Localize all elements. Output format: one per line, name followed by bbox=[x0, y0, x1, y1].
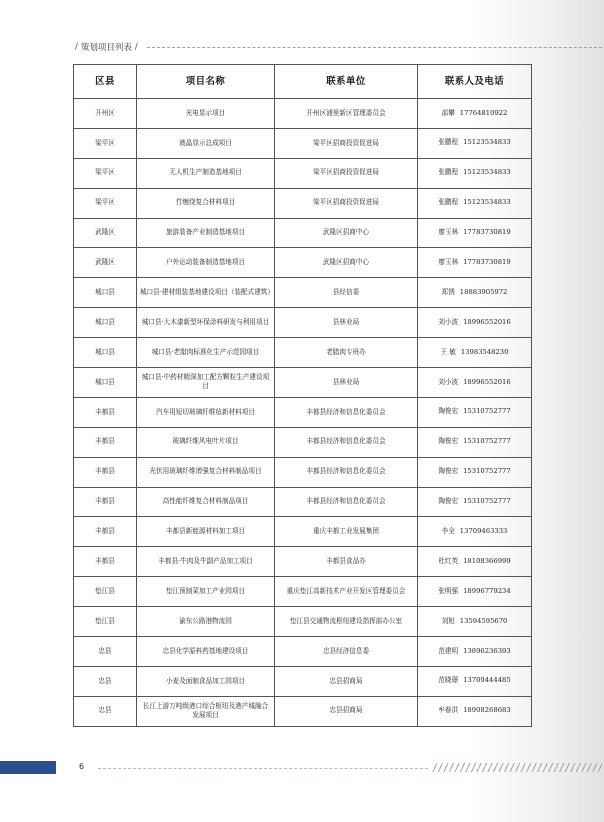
contact-name: 张鹏程 bbox=[438, 138, 459, 147]
cell-contact bbox=[418, 577, 532, 607]
cell-contact bbox=[418, 487, 532, 517]
contact-name: 王 敏 bbox=[440, 347, 456, 356]
footer-dashed-rule bbox=[98, 768, 428, 769]
contact-name: 刘小波 bbox=[438, 377, 459, 386]
cell-district: 梁平区 bbox=[74, 128, 137, 158]
contact-name: 陶俊宏 bbox=[438, 497, 459, 506]
cell-district: 城口县 bbox=[74, 308, 137, 338]
contact-phone: 18996552016 bbox=[463, 377, 511, 386]
cell-contact bbox=[418, 517, 532, 547]
table-row bbox=[74, 427, 532, 457]
cell-unit: 梁平区招商投资促进局 bbox=[275, 128, 418, 158]
cell-project: 城口县·中药材精深加工配方颗粒生产建设项目 bbox=[137, 368, 275, 398]
contact-phone: 13594595670 bbox=[459, 616, 508, 625]
cell-unit: 垫江县交通物流枢纽建设指挥部办公室 bbox=[275, 607, 418, 637]
cell-project: 竹缠绕复合材料项目 bbox=[137, 188, 275, 218]
contact-phone: 13709444485 bbox=[463, 676, 511, 685]
cell-project: 长江上游万吨级港口综合枢纽及港产城融合发展项目 bbox=[137, 696, 275, 726]
cell-unit: 梁平区招商投资促进局 bbox=[275, 158, 418, 188]
cell-unit: 丰都县经济和信息化委员会 bbox=[275, 457, 418, 487]
cell-contact bbox=[418, 188, 532, 218]
contact-phone: 15310752777 bbox=[463, 437, 511, 446]
contact-phone: 17783730819 bbox=[463, 228, 511, 237]
table-row bbox=[74, 338, 532, 368]
contact-name: 陶俊宏 bbox=[438, 437, 459, 446]
footer-color-bar bbox=[0, 761, 56, 774]
project-table bbox=[73, 64, 532, 727]
column-header-project: 项目名称 bbox=[137, 65, 275, 99]
cell-project: 丰都县·牛肉及牛副产品加工项目 bbox=[137, 547, 275, 577]
cell-project: 旅游装备产业制造基地项目 bbox=[137, 218, 275, 248]
contact-phone: 15123534833 bbox=[463, 198, 511, 207]
cell-contact bbox=[418, 308, 532, 338]
contact-name: 廖玉林 bbox=[438, 228, 459, 237]
cell-unit: 县林业局 bbox=[275, 308, 418, 338]
table-row bbox=[74, 517, 532, 547]
cell-contact bbox=[418, 696, 532, 726]
cell-district: 城口县 bbox=[74, 338, 137, 368]
cell-project: 户外运动装备制造基地项目 bbox=[137, 248, 275, 278]
contact-phone: 18996779234 bbox=[463, 586, 511, 595]
cell-project: 垫江预制菜加工产业园项目 bbox=[137, 577, 275, 607]
table-row bbox=[74, 696, 532, 726]
contact-phone: 15310752777 bbox=[463, 407, 511, 416]
cell-unit: 开州区浦里新区管理委员会 bbox=[275, 99, 418, 129]
contact-phone: 13709463333 bbox=[459, 526, 508, 535]
cell-unit: 丰都县经济和信息化委员会 bbox=[275, 427, 418, 457]
cell-contact bbox=[418, 637, 532, 667]
cell-district: 丰都县 bbox=[74, 397, 137, 427]
table-row bbox=[74, 666, 532, 696]
cell-contact bbox=[418, 666, 532, 696]
table-row bbox=[74, 457, 532, 487]
cell-project: 光伏用玻璃纤维增强复合材料制品项目 bbox=[137, 457, 275, 487]
cell-contact bbox=[418, 368, 532, 398]
cell-project: 忠县化学原料药基地建设项目 bbox=[137, 637, 275, 667]
cell-unit: 丰都县经济和信息化委员会 bbox=[275, 397, 418, 427]
contact-name: 陶俊宏 bbox=[438, 407, 459, 416]
cell-unit: 丰都县食品办 bbox=[275, 547, 418, 577]
page-number: 6 bbox=[79, 762, 85, 771]
cell-district: 丰都县 bbox=[74, 487, 137, 517]
cell-district: 垫江县 bbox=[74, 577, 137, 607]
contact-name: 张鹏程 bbox=[438, 198, 459, 207]
cell-unit: 县经信委 bbox=[275, 278, 418, 308]
contact-phone: 15123534833 bbox=[463, 138, 511, 147]
cell-unit: 忠县招商局 bbox=[275, 696, 418, 726]
cell-district: 丰都县 bbox=[74, 427, 137, 457]
cell-unit: 忠县经济信息委 bbox=[275, 637, 418, 667]
contact-phone: 13983548230 bbox=[460, 347, 509, 356]
contact-name: 廖玉林 bbox=[438, 257, 459, 266]
contact-phone: 15123534833 bbox=[463, 168, 511, 177]
contact-phone: 18996552016 bbox=[463, 317, 511, 326]
cell-district: 丰都县 bbox=[74, 547, 137, 577]
table-row bbox=[74, 487, 532, 517]
table-row bbox=[74, 188, 532, 218]
cell-unit: 县林业局 bbox=[275, 368, 418, 398]
cell-district: 开州区 bbox=[74, 99, 137, 129]
cell-unit: 老腊肉专班办 bbox=[275, 338, 418, 368]
cell-unit: 丰都县经济和信息化委员会 bbox=[275, 487, 418, 517]
cell-district: 忠县 bbox=[74, 666, 137, 696]
cell-district: 武隆区 bbox=[74, 218, 137, 248]
cell-contact bbox=[418, 547, 532, 577]
cell-contact bbox=[418, 397, 532, 427]
cell-contact bbox=[418, 99, 532, 129]
cell-district: 垫江县 bbox=[74, 607, 137, 637]
contact-name: 陶俊宏 bbox=[438, 467, 459, 476]
contact-name: 牟春洪 bbox=[438, 706, 459, 715]
cell-unit: 重庆丰都工业发展集团 bbox=[275, 517, 418, 547]
cell-project: 汽车用短切玻璃纤维毡新材料项目 bbox=[137, 397, 275, 427]
column-header-unit: 联系单位 bbox=[275, 65, 418, 99]
contact-name: 刘旭 bbox=[441, 616, 455, 625]
table-row bbox=[74, 218, 532, 248]
table-row bbox=[74, 397, 532, 427]
contact-phone: 13896236393 bbox=[463, 646, 511, 655]
cell-project: 城口县·老腊肉标准化生产示范园项目 bbox=[137, 338, 275, 368]
table-row bbox=[74, 308, 532, 338]
contact-name: 范建明 bbox=[438, 646, 459, 655]
contact-phone: 15310752777 bbox=[463, 467, 511, 476]
cell-project: 高性能纤维复合材料制品项目 bbox=[137, 487, 275, 517]
contact-name: 刘小波 bbox=[438, 317, 459, 326]
cell-project: 城口县·建材组装基地建设项目（装配式建筑） bbox=[137, 278, 275, 308]
cell-contact bbox=[418, 427, 532, 457]
contact-name: 李全 bbox=[441, 526, 455, 535]
column-header-district: 区县 bbox=[74, 65, 137, 99]
header-slash-left: / bbox=[75, 42, 78, 52]
cell-contact bbox=[418, 607, 532, 637]
contact-phone: 18883905972 bbox=[459, 287, 508, 296]
cell-district: 城口县 bbox=[74, 368, 137, 398]
cell-contact bbox=[418, 278, 532, 308]
cell-project: 无人机生产制造基地项目 bbox=[137, 158, 275, 188]
cell-project: 渝东公路港物流园 bbox=[137, 607, 275, 637]
contact-phone: 17783730819 bbox=[463, 257, 511, 266]
contact-name: 张明强 bbox=[438, 586, 459, 595]
contact-phone: 18908268683 bbox=[463, 706, 511, 715]
contact-phone: 15310752777 bbox=[463, 497, 511, 506]
section-title: 策划项目列表 bbox=[80, 43, 132, 53]
cell-unit: 忠县招商局 bbox=[275, 666, 418, 696]
cell-contact bbox=[418, 248, 532, 278]
cell-contact bbox=[418, 338, 532, 368]
cell-district: 武隆区 bbox=[74, 248, 137, 278]
contact-phone: 18108366999 bbox=[463, 556, 511, 565]
cell-district: 忠县 bbox=[74, 696, 137, 726]
cell-project: 城口县·大木漆新型环保涂料研发与利用项目 bbox=[137, 308, 275, 338]
table-row bbox=[74, 368, 532, 398]
cell-contact bbox=[418, 128, 532, 158]
cell-district: 梁平区 bbox=[74, 188, 137, 218]
header-dashed-rule bbox=[147, 47, 602, 48]
cell-district: 丰都县 bbox=[74, 517, 137, 547]
contact-name: 张鹏程 bbox=[438, 168, 459, 177]
cell-contact bbox=[418, 457, 532, 487]
table-row bbox=[74, 128, 532, 158]
table-row bbox=[74, 607, 532, 637]
cell-project: 玻璃纤维风电叶片项目 bbox=[137, 427, 275, 457]
table-row bbox=[74, 547, 532, 577]
table-row bbox=[74, 158, 532, 188]
cell-contact bbox=[418, 218, 532, 248]
table-header-row bbox=[74, 65, 532, 99]
cell-district: 丰都县 bbox=[74, 457, 137, 487]
table-row bbox=[74, 99, 532, 129]
contact-name: 郑锈 bbox=[441, 287, 455, 296]
table-row bbox=[74, 248, 532, 278]
cell-unit: 梁平区招商投资促进局 bbox=[275, 188, 418, 218]
contact-name: 杜红英 bbox=[438, 556, 459, 565]
table-row bbox=[74, 278, 532, 308]
section-header bbox=[72, 40, 602, 54]
cell-unit: 武隆区招商中心 bbox=[275, 218, 418, 248]
footer-hatch-decoration bbox=[432, 763, 602, 772]
cell-project: 丰都县新能源材料加工项目 bbox=[137, 517, 275, 547]
cell-project: 液晶显示总成项目 bbox=[137, 128, 275, 158]
table-row bbox=[74, 577, 532, 607]
contact-name: 范晓璟 bbox=[438, 676, 459, 685]
header-slash-right: / bbox=[134, 42, 138, 52]
cell-district: 忠县 bbox=[74, 637, 137, 667]
cell-unit: 武隆区招商中心 bbox=[275, 248, 418, 278]
cell-project: 光电显示项目 bbox=[137, 99, 275, 129]
cell-district: 城口县 bbox=[74, 278, 137, 308]
cell-project: 小麦及面制食品加工园项目 bbox=[137, 666, 275, 696]
column-header-contact: 联系人及电话 bbox=[418, 65, 532, 99]
table-row bbox=[74, 637, 532, 667]
cell-contact bbox=[418, 158, 532, 188]
contact-name: 邵攀 bbox=[441, 108, 455, 117]
cell-unit: 重庆垫江高新技术产业开发区管理委员会 bbox=[275, 577, 418, 607]
contact-phone: 17764810922 bbox=[459, 108, 508, 117]
cell-district: 梁平区 bbox=[74, 158, 137, 188]
table-body bbox=[74, 99, 532, 727]
